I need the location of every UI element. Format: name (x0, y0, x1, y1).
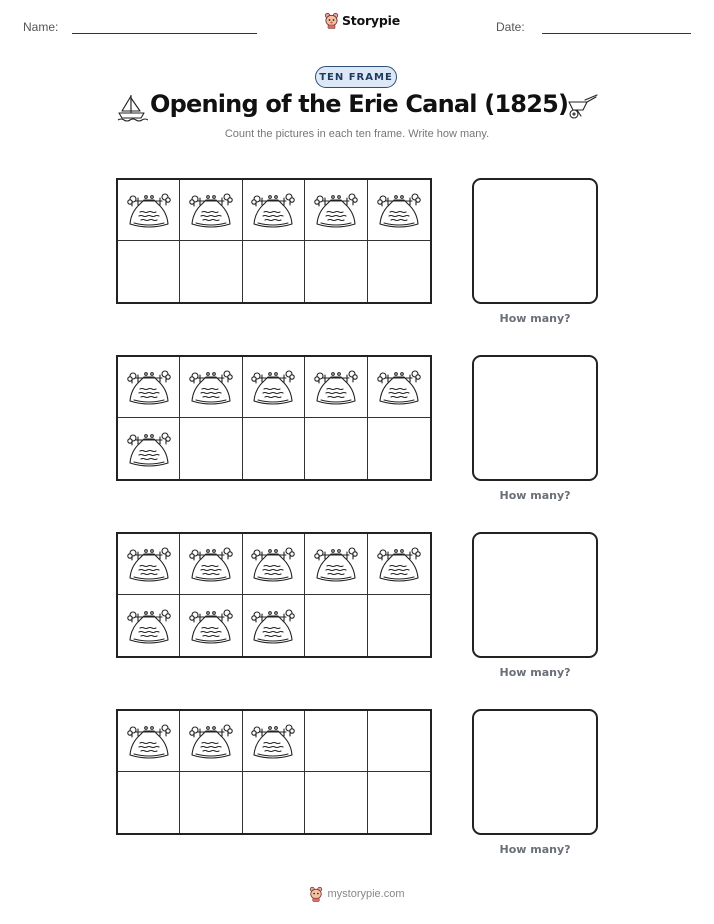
frame-row-2 (0, 355, 714, 525)
ten-frame (116, 709, 432, 835)
ten-frame-cell-empty (368, 241, 430, 302)
ten-frame-cell-empty (368, 595, 430, 656)
ten-frame-cell-filled (243, 534, 305, 595)
canal-lock-icon (376, 190, 422, 230)
how-many-label: How many? (499, 666, 571, 679)
ten-frame-cell-filled (180, 357, 242, 418)
canal-lock-icon (188, 606, 234, 646)
brand-name: Storypie (342, 13, 400, 28)
storypie-mascot-icon (309, 886, 323, 902)
ten-frame-cell-empty (368, 711, 430, 772)
canal-lock-icon (188, 721, 234, 761)
ten-frame (116, 532, 432, 658)
ten-frame-cell-filled (243, 595, 305, 656)
worksheet-type-badge: TEN FRAME (315, 66, 397, 88)
storypie-mascot-icon (324, 12, 339, 29)
canal-lock-icon (188, 190, 234, 230)
ten-frame-cell-empty (180, 418, 242, 479)
canal-lock-icon (188, 367, 234, 407)
ten-frame-cell-filled (243, 180, 305, 241)
footer (0, 886, 714, 902)
ten-frame-cell-filled (180, 534, 242, 595)
ten-frame-cell-empty (305, 595, 367, 656)
ten-frame-cell-filled (368, 180, 430, 241)
frame-row-3 (0, 532, 714, 702)
canal-lock-icon (126, 190, 172, 230)
answer-box[interactable] (472, 532, 598, 658)
canal-lock-icon (126, 544, 172, 584)
canal-lock-icon (313, 367, 359, 407)
ten-frame-cell-empty (368, 772, 430, 833)
ten-frame (116, 355, 432, 481)
canal-lock-icon (250, 606, 296, 646)
instructions: Count the pictures in each ten frame. Write how many. (224, 128, 490, 140)
ten-frame-cell-filled (368, 357, 430, 418)
ten-frame-cell-empty (118, 241, 180, 302)
canal-lock-icon (376, 367, 422, 407)
ten-frame-cell-filled (118, 180, 180, 241)
how-many-label: How many? (499, 312, 571, 325)
ten-frame-cell-empty (305, 241, 367, 302)
page-title: Opening of the Erie Canal (1825) (150, 90, 569, 118)
ten-frame-cell-empty (305, 711, 367, 772)
ten-frame-cell-filled (368, 534, 430, 595)
frame-row-1 (0, 178, 714, 348)
name-line[interactable] (72, 33, 257, 34)
ten-frame-cell-empty (368, 418, 430, 479)
canal-lock-icon (313, 544, 359, 584)
date-label: Date: (496, 20, 525, 34)
answer-box[interactable] (472, 178, 598, 304)
ten-frame (116, 178, 432, 304)
answer-box[interactable] (472, 355, 598, 481)
frame-row-4 (0, 709, 714, 879)
how-many-label: How many? (499, 843, 571, 856)
canal-lock-icon (126, 367, 172, 407)
ten-frame-cell-empty (243, 772, 305, 833)
wheelbarrow-icon (565, 94, 599, 120)
ten-frame-cell-filled (118, 595, 180, 656)
canal-lock-icon (250, 367, 296, 407)
ten-frame-cell-filled (118, 711, 180, 772)
answer-box[interactable] (472, 709, 598, 835)
ten-frame-cell-filled (305, 357, 367, 418)
canal-lock-icon (126, 721, 172, 761)
canal-lock-icon (250, 190, 296, 230)
footer-url: mystorypie.com (327, 888, 405, 900)
canal-lock-icon (126, 606, 172, 646)
ten-frame-cell-empty (243, 241, 305, 302)
canal-lock-icon (313, 190, 359, 230)
canal-lock-icon (126, 429, 172, 469)
ten-frame-cell-filled (118, 357, 180, 418)
ten-frame-cell-empty (243, 418, 305, 479)
ten-frame-cell-empty (180, 241, 242, 302)
ten-frame-cell-filled (118, 534, 180, 595)
canal-lock-icon (250, 544, 296, 584)
ten-frame-cell-filled (243, 711, 305, 772)
ten-frame-cell-filled (305, 180, 367, 241)
ten-frame-cell-filled (180, 711, 242, 772)
how-many-label: How many? (499, 489, 571, 502)
ten-frame-cell-filled (305, 534, 367, 595)
ten-frame-cell-empty (305, 772, 367, 833)
ten-frame-cell-filled (180, 180, 242, 241)
ten-frame-cell-filled (243, 357, 305, 418)
name-label: Name: (23, 20, 59, 34)
canal-lock-icon (188, 544, 234, 584)
ten-frame-cell-empty (118, 772, 180, 833)
date-line[interactable] (542, 33, 691, 34)
ten-frame-cell-empty (180, 772, 242, 833)
canal-lock-icon (376, 544, 422, 584)
brand-logo (324, 12, 400, 29)
ten-frame-cell-filled (180, 595, 242, 656)
sailboat-icon (116, 92, 148, 122)
ten-frame-cell-filled (118, 418, 180, 479)
ten-frame-cell-empty (305, 418, 367, 479)
canal-lock-icon (250, 721, 296, 761)
